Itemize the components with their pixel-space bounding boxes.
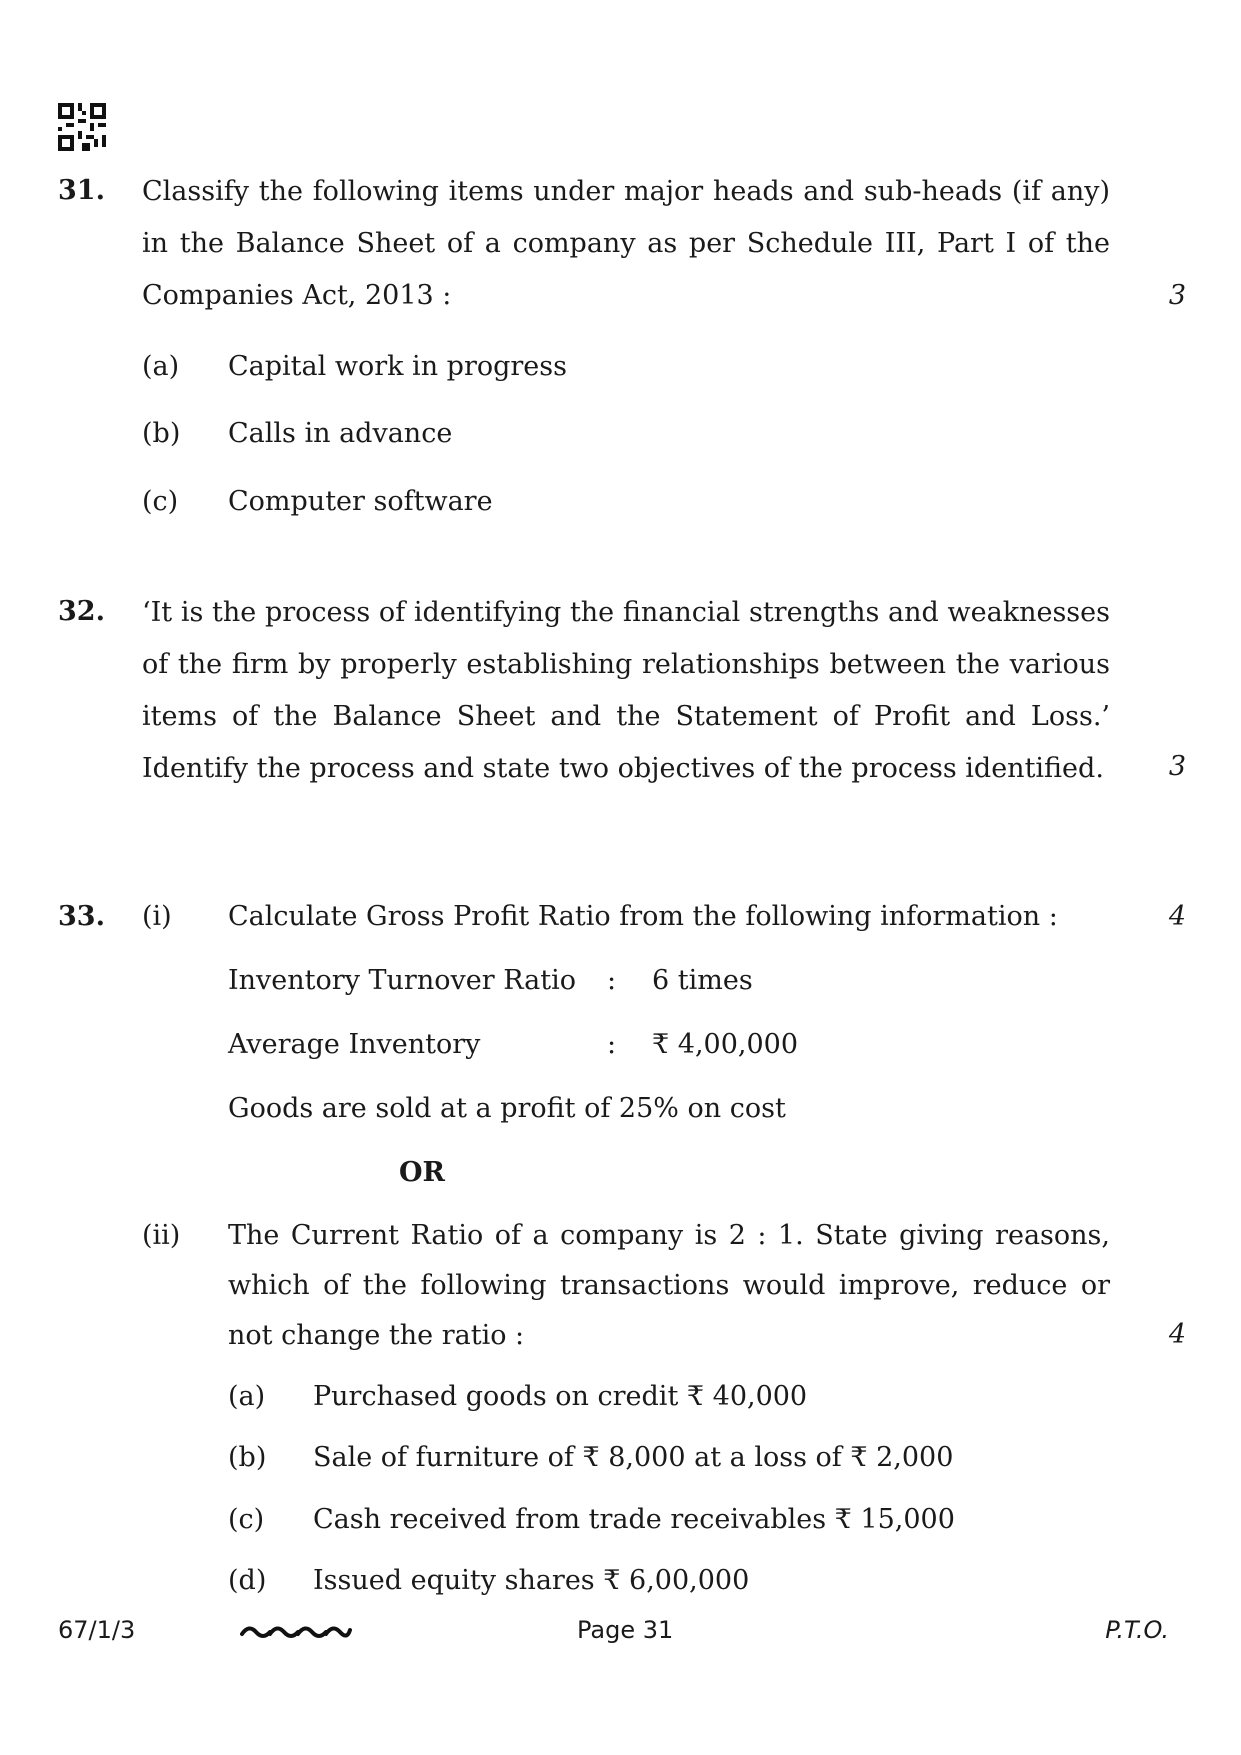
pto-label: P.T.O. (1105, 1616, 1169, 1644)
q31-item-label-c: (c) (142, 486, 179, 517)
q33-ii-item-a: Purchased goods on credit ₹ 40,000 (313, 1381, 808, 1412)
q33-part-ii-label: (ii) (142, 1220, 181, 1251)
or-separator: OR (399, 1157, 445, 1188)
info-row-name: Average Inventory (228, 1029, 481, 1060)
question-32-marks: 3 (1168, 751, 1186, 782)
question-number-31: 31. (58, 175, 105, 206)
q33-part-i-note: Goods are sold at a profit of 25% on cost (228, 1093, 786, 1124)
q31-item-label-a: (a) (142, 351, 180, 382)
qr-code (58, 103, 106, 151)
wave-ornament (240, 1622, 352, 1640)
question-31-text: Classify the following items under major heads and sub-heads (if any) in the Balance Sheet of a company as per Schedule III, Part I of the Companies Act, 2013 : (142, 176, 1110, 311)
q33-ii-item-label-d: (d) (228, 1565, 267, 1596)
q33-ii-item-label-c: (c) (228, 1504, 265, 1535)
q33-ii-item-label-a: (a) (228, 1381, 266, 1412)
info-row-separator: : (607, 1029, 617, 1060)
q31-item-label-b: (b) (142, 418, 181, 449)
q33-ii-item-c: Cash received from trade receivables ₹ 15,000 (313, 1504, 955, 1535)
info-row-value: ₹ 4,00,000 (652, 1029, 798, 1060)
q33-part-i-text: Calculate Gross Profit Ratio from the following information : (228, 901, 1058, 932)
q33-part-i-marks: 4 (1168, 901, 1186, 932)
q33-part-i-label: (i) (142, 901, 172, 932)
q33-ii-item-b: Sale of furniture of ₹ 8,000 at a loss of ₹ 2,000 (313, 1442, 954, 1473)
q31-item-c: Computer software (228, 486, 493, 517)
q33-part-ii-marks: 4 (1168, 1319, 1186, 1350)
info-row-name: Inventory Turnover Ratio (228, 965, 576, 996)
q33-ii-item-label-b: (b) (228, 1442, 267, 1473)
q33-part-ii-text: The Current Ratio of a company is 2 : 1. State giving reasons, which of the following transactions would improve, reduce or not change the ratio : (228, 1220, 1110, 1351)
question-number-32: 32. (58, 596, 105, 627)
paper-code: 67/1/3 (58, 1616, 136, 1644)
q33-ii-item-d: Issued equity shares ₹ 6,00,000 (313, 1565, 750, 1596)
page-number: Page 31 (577, 1616, 674, 1644)
question-32-text: ‘It is the process of identifying the financial strengths and weaknesses of the firm by properly establishing relationships between the various items of the Balance Sheet and the Statement of Profit and Loss.’ Identify the process and state two objectives of the process identified. (142, 597, 1110, 784)
q31-item-a: Capital work in progress (228, 351, 567, 382)
info-row-value: 6 times (652, 965, 753, 996)
question-31-marks: 3 (1168, 280, 1186, 311)
info-row-separator: : (607, 965, 617, 996)
question-number-33: 33. (58, 901, 105, 932)
q31-item-b: Calls in advance (228, 418, 453, 449)
